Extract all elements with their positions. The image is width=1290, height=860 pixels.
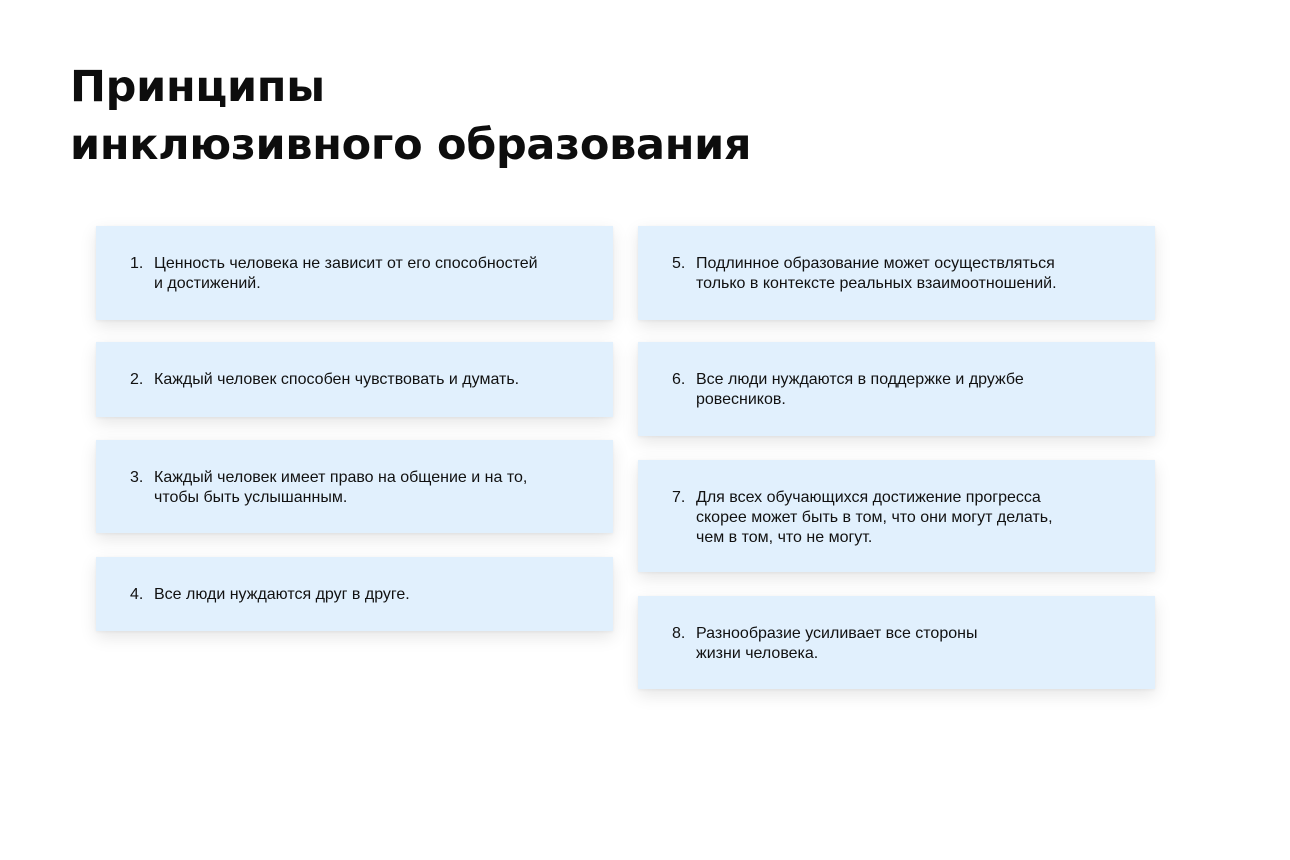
principle-card-8 <box>638 596 1155 689</box>
principle-text: Разнообразие усиливает все стороны жизни человека. <box>696 625 978 662</box>
page-title <box>70 58 751 174</box>
principle-number: 6. <box>672 371 686 388</box>
principle-card-7 <box>638 460 1155 572</box>
principle-number: 2. <box>130 371 144 388</box>
principle-number: 5. <box>672 255 686 272</box>
principle-number: 1. <box>130 255 144 272</box>
principle-text: Ценность человека не зависит от его способностей и достижений. <box>154 255 538 292</box>
page-title-line-1: Принципы <box>70 62 325 112</box>
principle-number: 8. <box>672 625 686 642</box>
principle-number: 4. <box>130 586 144 603</box>
principle-card-6 <box>638 342 1155 436</box>
principle-card-5 <box>638 226 1155 320</box>
principle-text: Подлинное образование может осуществляться только в контексте реальных взаимоотношений. <box>696 255 1057 292</box>
principle-text: Все люди нуждаются в поддержке и дружбе ровесников. <box>696 371 1024 408</box>
principle-card-3 <box>96 440 613 533</box>
principle-card-4 <box>96 557 613 631</box>
principle-text: Каждый человек имеет право на общение и на то, чтобы быть услышанным. <box>154 469 528 506</box>
principle-text: Каждый человек способен чувствовать и думать. <box>154 371 520 388</box>
principle-card-1 <box>96 226 613 320</box>
principle-text: Для всех обучающихся достижение прогресса скорее может быть в том, что они могут делать, чем в том, что не могут. <box>696 489 1053 546</box>
principle-text: Все люди нуждаются друг в друге. <box>154 586 410 603</box>
principle-card-2 <box>96 342 613 417</box>
principle-number: 3. <box>130 469 144 486</box>
page-title-line-2: инклюзивного образования <box>70 120 752 170</box>
principle-number: 7. <box>672 489 686 506</box>
